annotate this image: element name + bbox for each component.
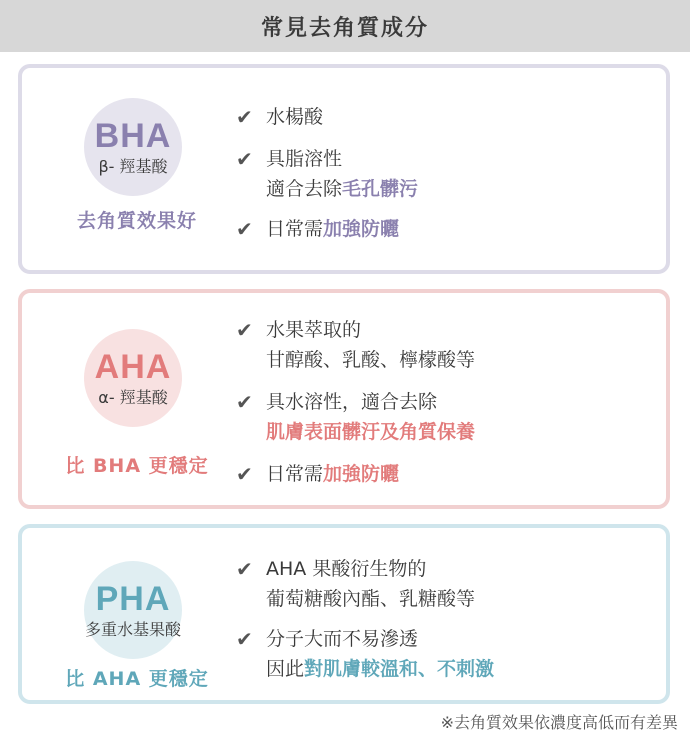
aha-badge <box>84 329 182 427</box>
pha-full-name: 多重水基果酸 <box>84 620 181 639</box>
pha-summary <box>22 528 252 700</box>
aha-summary <box>22 293 252 505</box>
pha-abbr: PHA <box>95 580 171 618</box>
check-icon: ✔ <box>236 217 253 241</box>
pha-badge <box>84 561 182 659</box>
list-item: ✔ AHA 果酸衍生物的 葡萄糖酸內酯、乳糖酸等 <box>236 554 475 614</box>
aha-items <box>236 293 666 505</box>
highlight-text: 加強防曬 <box>323 218 400 240</box>
highlight-text: 對肌膚較溫和、不刺激 <box>304 658 495 680</box>
aha-card <box>18 289 670 509</box>
aha-full-name: α- 羥基酸 <box>98 388 168 407</box>
highlight-text: 毛孔髒污 <box>342 178 419 200</box>
bha-items <box>236 68 666 270</box>
pha-card <box>18 524 670 704</box>
highlight-text: 肌膚表面髒汙及角質保養 <box>266 421 476 443</box>
pha-items <box>236 528 666 700</box>
aha-abbr: AHA <box>94 348 172 386</box>
aha-tagline: 比 BHA 更穩定 <box>65 455 209 477</box>
check-icon: ✔ <box>236 147 253 171</box>
check-icon: ✔ <box>236 627 253 651</box>
check-icon: ✔ <box>236 557 253 581</box>
check-icon: ✔ <box>236 105 253 129</box>
check-icon: ✔ <box>236 390 253 414</box>
highlight-text: 加強防曬 <box>323 463 400 485</box>
list-item: ✔ 水果萃取的 甘醇酸、乳酸、檸檬酸等 <box>236 315 475 375</box>
check-icon: ✔ <box>236 318 253 342</box>
page-title: 常見去角質成分 <box>0 0 690 52</box>
list-item: ✔ 具脂溶性 適合去除毛孔髒污 <box>236 144 418 204</box>
list-item: ✔ 日常需加強防曬 <box>236 459 399 489</box>
footnote: ※去角質效果依濃度高低而有差異 <box>440 713 678 732</box>
bha-summary <box>22 68 252 270</box>
pha-tagline: 比 AHA 更穩定 <box>65 668 209 690</box>
list-item: ✔ 具水溶性，適合去除 肌膚表面髒汙及角質保養 <box>236 387 475 447</box>
bha-tagline: 去角質效果好 <box>76 210 197 232</box>
check-icon: ✔ <box>236 462 253 486</box>
list-item: ✔ 日常需加強防曬 <box>236 214 399 244</box>
list-item: ✔ 分子大而不易滲透 因此對肌膚較溫和、不刺激 <box>236 624 494 684</box>
list-item: ✔ 水楊酸 <box>236 102 323 132</box>
bha-full-name: β- 羥基酸 <box>98 157 168 176</box>
bha-badge <box>84 98 182 196</box>
bha-card <box>18 64 670 274</box>
bha-abbr: BHA <box>94 117 172 155</box>
